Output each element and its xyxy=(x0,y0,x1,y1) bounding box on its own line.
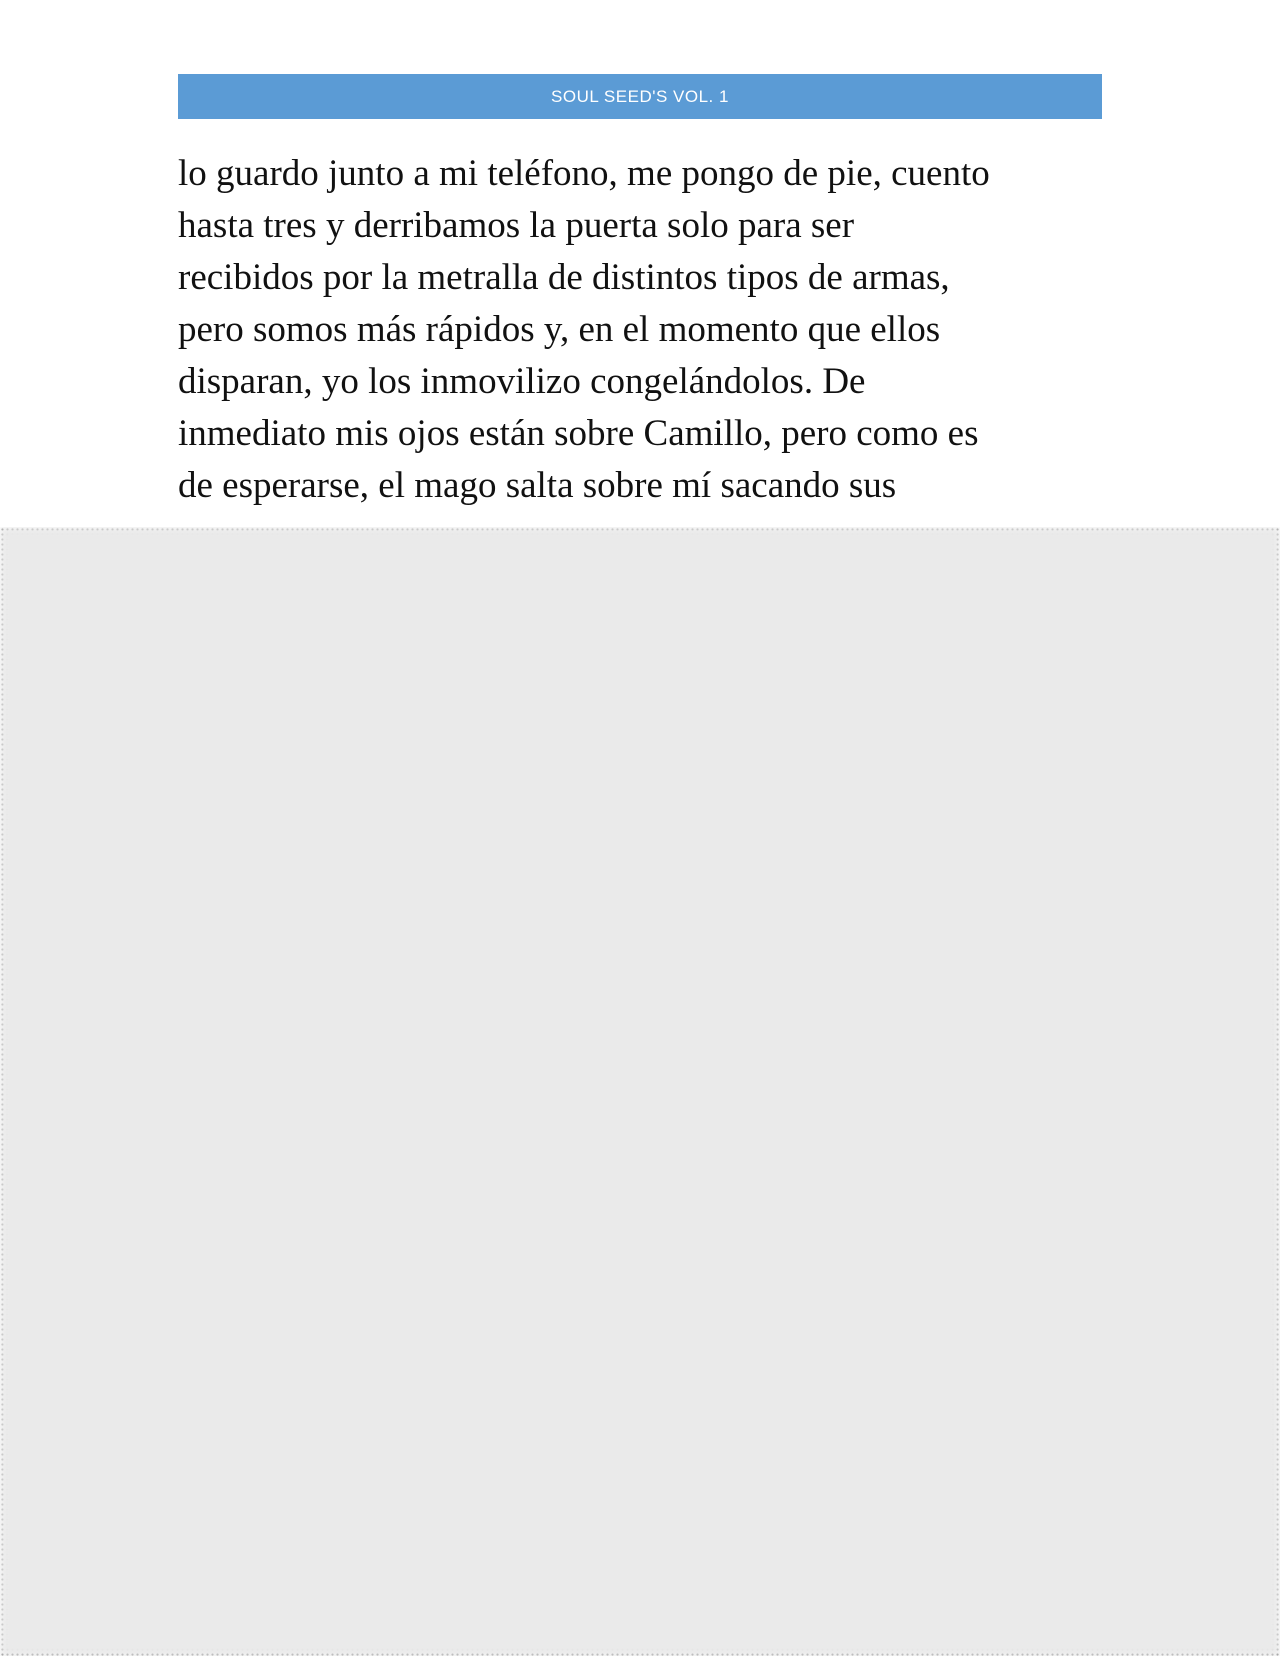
running-header xyxy=(178,74,1102,119)
running-header-title: SOUL SEED'S VOL. 1 xyxy=(551,86,729,106)
blur-layer xyxy=(0,527,1280,1656)
obscured-content-overlay xyxy=(0,527,1280,1656)
page-body-text: lo guardo junto a mi teléfono, me pongo de pie, cuento hasta tres y derribamos la puerta solo para ser recibidos por la metralla de distintos tipos de armas, pero somos más rápidos y, en el momento que ellos disparan, yo los inmovilizo congelándolos. De inmediato mis ojos están sobre Camillo, pero como es de esperarse, el mago salta sobre mí sacando sus xyxy=(178,153,990,506)
